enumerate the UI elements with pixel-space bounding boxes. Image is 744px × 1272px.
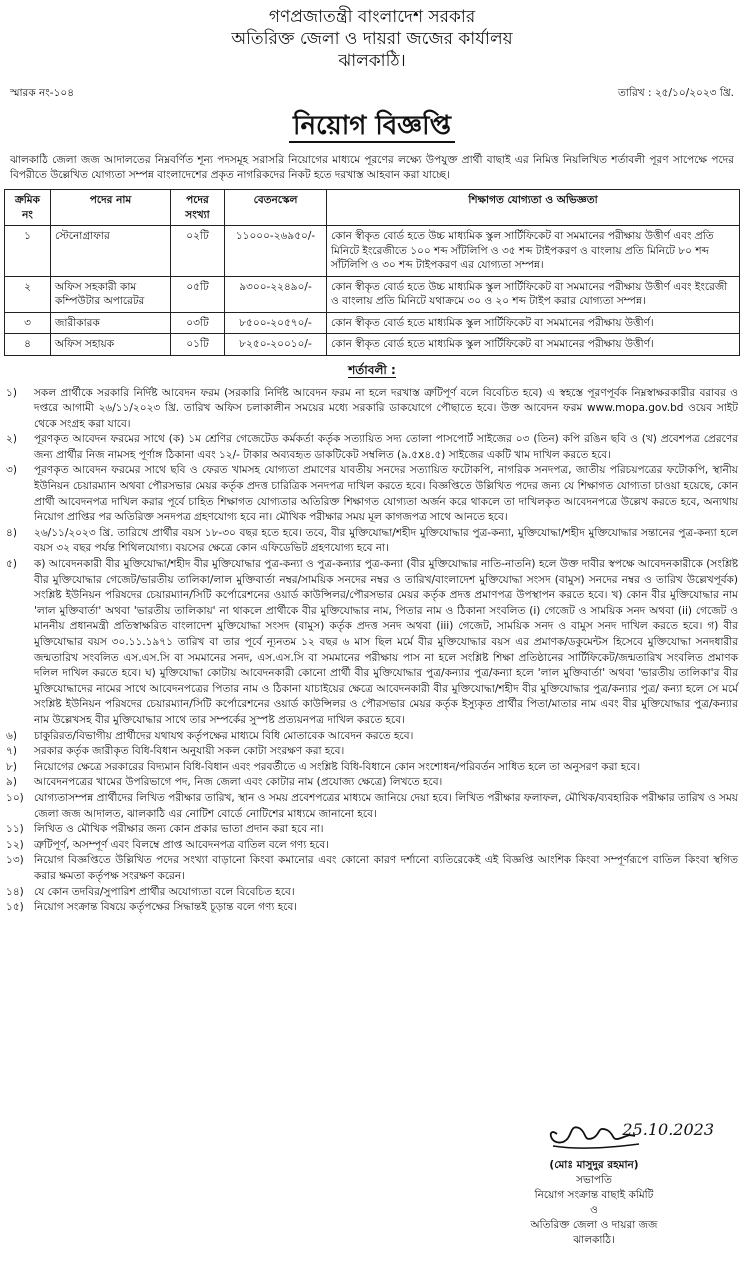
cell-qualification: কোন স্বীকৃত বোর্ড হতে উচ্চ মাধ্যমিক স্কুল সার্টিফিকেট বা সমমানের পরীক্ষায় উত্তীর্ণ এবং প্রতি মিনিটে ইংরেজীতে ১০০ শব্দ সাঁটলিপি ও ৩৫ শব্দ টাইপকরণ ও বাংলায় প্রতি মিনিটে ৮০ শব্দ সাঁটলিপি ও ৩০ শব্দ টাইপকরণ এর যোগ্যতা সম্পন্ন। [327, 226, 740, 277]
cell-serial: ২ [5, 276, 51, 312]
condition-item: ৮) নিয়োগের ক্ষেত্রে সরকারের বিদ্যমান বিধি-বিধান এবং পরবর্তীতে এ সংশ্লিষ্ট বিধি-বিধানে কোন সংশোধন/পরিবর্তন সাধিত হলে তা অনুসরণ করা হবে। [6, 760, 641, 773]
vacancy-table [4, 189, 740, 356]
signatory-designation: অতিরিক্ত জেলা ও দায়রা জজ [530, 1219, 658, 1231]
condition-item: ১) সকল প্রার্থীকে সরকারি নির্দিষ্ট আবেদন ফরম (সরকারি নির্দিষ্ট আবেদন ফরম না হলে দরখাস্ত ত্রুটিপূর্ণ বলে বিবেচিত হবে) এ স্বহস্তে পূরণপূর্বক নিম্নস্বাক্ষরকারীর বরাবর ও দপ্তরে আগামী ২৬/১১/২০২৩ খ্রি. তারিখ অফিস চলাকালীন সময়ের মধ্যে সরকারি ডাকযোগে পৌছাতে হবে। উক্ত আবেদন ফরম www.mopa.gov.bd ওয়েব সাইট থেকে সংগ্রহ করা যাবে। [6, 386, 738, 430]
col-header-serial: ক্রমিক নং [5, 190, 51, 226]
signature-block [474, 1112, 714, 1248]
col-header-scale: বেতনস্কেল [225, 190, 327, 226]
cell-scale: ১১০০০-২৬৯৫০/- [225, 226, 327, 277]
cell-post: অফিস সহকারী কাম কম্পিউটার অপারেটর [51, 276, 171, 312]
government-name: গণপ্রজাতন্ত্রী বাংলাদেশ সরকার [268, 7, 476, 27]
table-row [5, 334, 740, 356]
cell-qualification: কোন স্বীকৃত বোর্ড হতে মাধ্যমিক স্কুল সার্টিফিকেট বা সমমানের পরীক্ষায় উত্তীর্ণ। [327, 312, 740, 334]
condition-item: ১০) যোগ্যতাসম্পন্ন প্রার্থীদের লিখিত পরীক্ষার তারিখ, স্থান ও সময় প্রবেশপত্রের মাধ্যমে জানিয়ে দেয়া হবে। লিখিত পরীক্ষার ফলাফল, মৌখিক/ব্যবহারিক পরীক্ষার তারিখ ও সময় জেলা জজ আদালত, ঝালকাঠি এর নোটিশ বোর্ডে নোটিশের মাধ্যমে জানানো হবে। [6, 791, 738, 820]
cell-qualification: কোন স্বীকৃত বোর্ড হতে উচ্চ মাধ্যমিক স্কুল সার্টিফিকেট বা সমমানের পরীক্ষায় উত্তীর্ণ এবং ইংরেজী ও বাংলায় প্রতি মিনিটে যথাক্রমে ৩০ ও ২০ শব্দ টাইপ করার যোগ্যতা সম্পন্ন। [327, 276, 740, 312]
cell-count: ০৫টি [171, 276, 225, 312]
memo-number: স্মারক নং-১০৪ [10, 87, 75, 99]
condition-item: ৯) আবেদনপত্রের খামের উপরিভাগে পদ, নিজ জেলা এবং কোটার নাম (প্রযোজ্য ক্ষেত্রে) লিখতে হবে। [6, 776, 443, 789]
table-header-row [5, 190, 740, 226]
table-row [5, 276, 740, 312]
condition-item: ৫) ক) আবেদনকারী বীর মুক্তিযোদ্ধা/শহীদ বীর মুক্তিযোদ্ধার পুত্র-কন্যা ও পুত্র-কন্যার পুত্র-কন্যা (বীর মুক্তিযোদ্ধার নাতি-নাতনি) হলে উক্ত দাবীর স্বপক্ষে আবেদনকারীকে (সংশ্লিষ্ট বীর মুক্তিযোদ্ধার গেজেট/ভারতীয় তালিকা/লাল মুক্তিবার্তা নম্বর/সাময়িক সনদের নম্বর ও তারিখ/বাংলাদেশ মুক্তিযোদ্ধা সংসদ (বামুস) সনদের নম্বর ও তারিখ উল্লেখপূর্বক) সংশ্লিষ্ট ইউনিয়ন পরিষদের চেয়ারম্যান/সিটি কর্পোরেশনের ওয়ার্ড কাউন্সিলর/পৌরসভার মেয়র কর্তৃক প্রদত্ত প্রমাণপত্র উপস্থাপন করতে হবে। খ) কোন বীর মুক্তিযোদ্ধার নাম 'লাল মুক্তিবার্তা' অথবা 'ভারতীয় তালিকায়' না থাকলে প্রার্থীকে বীর মুক্তিযোদ্ধার নাম, পিতার নাম ও ঠিকানা সংবলিত (i) গেজেট ও সাময়িক সনদ অথবা (ii) গেজেট ও মাননীয় প্রধানমন্ত্রী প্রতিস্বাক্ষরিত বাংলাদেশ মুক্তিযোদ্ধা সংসদ (বামুস) কর্তৃক প্রদত্ত সনদ অথবা (iii) গেজেট, সাময়িক সনদ ও বামুস সনদ দাখিল করতে হবে। গ) বীর মুক্তিযোদ্ধার বয়স ৩০.১১.১৯৭১ তারিখ বা তার পূর্বে ন্যূনতম ১২ বছর ৬ মাস ছিল মর্মে বীর মুক্তিযোদ্ধার বয়স এর প্রমাণক/ডকুমেন্টস হিসেবে মুক্তিযোদ্ধা সনদধারীর জন্মতারিখ সংবলিত এস.এস.সি বা সমমানের সনদ, এস.এস.সি বা সমমানের পরীক্ষায় পাস না হলে সংশ্লিষ্ট শিক্ষা প্রতিষ্ঠানের সার্টিফিকেট/জন্মতারিখ সংবলিত প্রমাণক দলিল দাখিল করতে হবে। ঘ) মুক্তিযোদ্ধা কোটায় আবেদনকারী কোনো প্রার্থী বীর মুক্তিযোদ্ধার পুত্র/কন্যার পুত্র/কন্যা হলে 'লাল মুক্তিবার্তা' অথবা 'ভারতীয় তালিকা'র বীর মুক্তিযোদ্ধাদের নামের সাথে আবেদনপত্রের পিতার নাম ও ঠিকানা যাচাইয়ের ক্ষেত্রে আবেদনকারী বীর মুক্তিযোদ্ধা/শহীদ বীর মুক্তিযোদ্ধার পুত্র/কন্যার পুত্র/ কন্যা হলে সে মর্মে সংশ্লিষ্ট ইউনিয়ন পরিষদের চেয়ারম্যান/সিটি কর্পোরেশনের ওয়ার্ড কাউন্সিলর ও পৌরসভার মেয়র কর্তৃক ইস্যুকৃত প্রার্থীর পিতা/মাতার নাম এবং বীর মুক্তিযোদ্ধার পুত্র/কন্যার নাম উল্লেখসহ বীর মুক্তিযোদ্ধার সাথে তার সম্পর্কের সুস্পষ্ট প্রত্যয়নপত্র দাখিল করতে হবে। [6, 558, 738, 726]
signatory-conjunction: ও [590, 1204, 598, 1216]
signatory-committee: নিয়োগ সংক্রান্ত বাছাই কমিটি [534, 1189, 654, 1201]
signatory-location: ঝালকাঠি। [573, 1234, 615, 1246]
condition-item: ১৪) যে কোন তদবির/সুপারিশ প্রার্থীর অযোগ্যতা বলে বিবেচিত হবে। [6, 885, 295, 898]
col-header-qualification: শিক্ষাগত যোগ্যতা ও অভিজ্ঞতা [327, 190, 740, 226]
condition-item: ১৩) নিয়োগ বিজ্ঞপ্তিতে উল্লিখিত পদের সংখ্যা বাড়ানো কিংবা কমানোর এবং কোনো কারণ দর্শানো ব্যতিরেকেই এই বিজ্ঞপ্তি আংশিক কিংবা সম্পূর্ণরূপে বাতিল কিংবা স্থগিত করার ক্ষমতা কর্তৃপক্ষ সংরক্ষণ করেন। [6, 854, 738, 882]
conditions-heading: শর্তাবলী : [348, 362, 396, 377]
conditions-list [6, 386, 738, 916]
notice-date: তারিখ : ২৫/১০/২০২৩ খ্রি. [618, 87, 734, 99]
cell-count: ০৩টি [171, 312, 225, 334]
office-location: ঝালকাঠি। [338, 51, 406, 71]
condition-item: ২) পূরণকৃত আবেদন ফরমের সাথে (ক) ১ম শ্রেণির গেজেটেড কর্মকর্তা কর্তৃক সত্যায়িত সদ্য তোলা পাসপোর্ট সাইজের ০৩ (তিন) কপি রঙিন ছবি ও (খ) প্রবেশপত্র প্রেরণের জন্য প্রার্থীর নিজ নামসহ পূর্ণাঙ্গ ঠিকানা এবং ১২/- টাকার অব্যবহৃত ডাকটিকেট সম্বলিত (৯.৫x৪.৫) সাইজের একটি খাম দাখিল করতে হবে। [6, 433, 738, 461]
condition-item: ৭) সরকার কর্তৃক জারীকৃত বিধি-বিধান অনুযায়ী সকল কোটা সংরক্ষণ করা হবে। [6, 745, 345, 758]
cell-post: জারীকারক [51, 312, 171, 334]
reference-row [0, 86, 744, 103]
signature-date: 25.10.2023 [622, 1120, 714, 1139]
cell-qualification: কোন স্বীকৃত বোর্ড হতে মাধ্যমিক স্কুল সার্টিফিকেট বা সমমানের পরীক্ষায় উত্তীর্ণ। [327, 334, 740, 356]
cell-scale: ৮২৫০-২০০১০/- [225, 334, 327, 356]
cell-serial: ৩ [5, 312, 51, 334]
signatory-name: (মোঃ মাসুদুর রহমান) [549, 1159, 639, 1171]
col-header-count: পদের সংখ্যা [171, 190, 225, 226]
condition-item: ১৫) নিয়োগ সংক্রান্ত বিষয়ে কর্তৃপক্ষের সিদ্ধান্তই চূড়ান্ত বলে গণ্য হবে। [6, 901, 298, 914]
condition-item: ৩) পূরণকৃত আবেদন ফরমের সাথে ছবি ও ফেরত খামসহ যোগ্যতা প্রমাণের যাবতীয় সনদের সত্যায়িত ফটোকপি, নাগরিক সনদপত্র, জাতীয় পরিচয়পত্রের ফটোকপি, স্থানীয় ইউনিয়ন চেয়ারম্যান অথবা পৌরসভার মেয়র কর্তৃক প্রদত্ত চারিত্রিক সনদপত্র দাখিল করতে হবে। বিজ্ঞপ্তিতে উল্লিখিত পদের জন্য যে শিক্ষাগত যোগ্যতা চাওয়া হয়েছে, কোন প্রার্থী আবেদনপত্র দাখিল করার পূর্বে চাহিত শিক্ষাগত যোগ্যতার অতিরিক্ত শিক্ষাগত যোগ্যতা অর্জন করে থাকলে তা দাখিলকৃত আবেদনপত্রে উল্লেখ করতে হবে, অন্যথায় নিয়োগ প্রাপ্তির পর অতিরিক্ত সনদপত্র গ্রহণযোগ্য হবে না। মৌখিক পরীক্ষার সময় মূল কাগজপত্র সাথে আনতে হবে। [6, 464, 738, 524]
letterhead [0, 0, 744, 72]
cell-post: স্টেনোগ্রাফার [51, 226, 171, 277]
office-name: অতিরিক্ত জেলা ও দায়রা জজের কার্যালয় [231, 29, 513, 49]
condition-item: ৪) ২৬/১১/২০২৩ খ্রি. তারিখে প্রার্থীর বয়স ১৮-৩০ বছর হতে হবে। তবে, বীর মুক্তিযোদ্ধা/শহীদ মুক্তিযোদ্ধার পুত্র-কন্যা, মুক্তিযোদ্ধা/শহীদ মুক্তিযোদ্ধার সন্তানের পুত্র-কন্যা হলে বয়স ৩২ বছর পর্যন্ত শিথিলযোগ্য। বয়সের ক্ষেত্রে কোন এফিডেভিট গ্রহণযোগ্য হবে না। [6, 526, 738, 555]
intro-paragraph: ঝালকাঠি জেলা জজ আদালতের নিম্নবর্ণিত শূন্য পদসমূহ সরাসরি নিয়োগের মাধ্যমে পূরণের লক্ষ্যে উপযুক্ত প্রার্থী বাছাই এর নিমিত্ত নিয়লিখিত শর্তাবলী পূরণ সাপেক্ষে পদের বিপরীতে উল্লেখিত যোগ্যতা সম্পন্ন বাংলাদেশের প্রকৃত নাগরিকদের নিকট হতে দরখাস্ত আহবান করা যাচ্ছে। [10, 154, 734, 181]
col-header-post: পদের নাম [51, 190, 171, 226]
condition-item: ৬) চাকুরিরত/বিভাগীয় প্রার্থীদের যথাযথ কর্তৃপক্ষের মাধ্যমে বিধি মোতাবেক আবেদন করতে হবে। [6, 729, 414, 742]
condition-item: ১২) ত্রুটিপূর্ণ, অসম্পূর্ণ এবং বিলম্বে প্রাপ্ত আবেদনপত্র বাতিল বলে গণ্য হবে। [6, 838, 330, 851]
cell-count: ০২টি [171, 226, 225, 277]
table-row [5, 226, 740, 277]
cell-serial: ৪ [5, 334, 51, 356]
condition-item: ১১) লিখিত ও মৌখিক পরীক্ষার জন্য কোন প্রকার ভাতা প্রদান করা হবে না। [6, 823, 324, 836]
cell-scale: ৯৩০০-২২৪৯০/- [225, 276, 327, 312]
signatory-role: সভাপতি [576, 1174, 612, 1186]
cell-count: ০১টি [171, 334, 225, 356]
cell-scale: ৮৫০০-২০৫৭০/- [225, 312, 327, 334]
cell-serial: ১ [5, 226, 51, 277]
cell-post: অফিস সহায়ক [51, 334, 171, 356]
page-title: নিয়োগ বিজ্ঞপ্তি [0, 105, 744, 149]
table-row [5, 312, 740, 334]
